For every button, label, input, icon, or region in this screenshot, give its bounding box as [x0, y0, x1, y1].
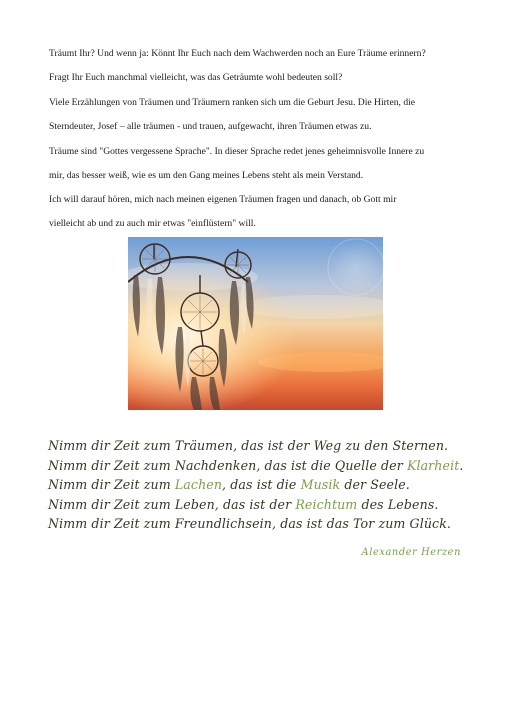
text-line: Fragt Ihr Euch manchmal vielleicht, was das Geträumte wohl bedeuten soll?: [49, 72, 343, 83]
text-line: Träumt Ihr? Und wenn ja: Könnt Ihr Euch nach dem Wachwerden noch an Eure Träume erinnern?: [49, 48, 426, 59]
poem-author: Alexander Herzen: [361, 547, 461, 558]
poem-line-5: [48, 514, 478, 534]
poem-text: Nimm dir Zeit zum Freundlichsein, das ist das Tor zum Glück.: [48, 516, 452, 531]
text-line: mir, das besser weiß, wie es um den Gang meines Lebens steht als mein Verstand.: [49, 170, 364, 181]
poem-text: .: [459, 457, 464, 473]
text-line: vielleicht ab und zu auch mir etwas "einflüstern" will.: [49, 218, 256, 229]
intro-paragraph-2: [49, 91, 469, 139]
highlight-word: Reichtum: [295, 496, 358, 512]
text-line: Träume sind "Gottes vergessene Sprache". In dieser Sprache redet jenes geheimnisvolle Innere zu: [49, 146, 425, 157]
poem-text: Nimm dir Zeit zum Leben, das ist der: [48, 496, 296, 512]
poem-line-3: [48, 475, 478, 495]
poem-line-4: [48, 495, 478, 515]
poem-text: Nimm dir Zeit zum: [48, 477, 175, 492]
poem: [48, 436, 478, 534]
poem-text: , das ist die: [222, 477, 301, 492]
highlight-word: Lachen: [174, 477, 223, 492]
text-line: Sterndeuter, Josef – alle träumen - und trauen, aufgewacht, ihren Träumen etwas zu.: [49, 121, 372, 132]
poem-line-2: [48, 456, 478, 476]
poem-text: Nimm dir Zeit zum Träumen, das ist der Weg zu den Sternen.: [48, 438, 449, 453]
highlight-word: Musik: [300, 477, 341, 492]
poem-text: des Lebens.: [357, 496, 439, 512]
intro-paragraph-1: [49, 42, 469, 90]
poem-text: Nimm dir Zeit zum Nachdenken, das ist die Quelle der: [48, 457, 407, 473]
poem-text: der Seele.: [340, 477, 410, 492]
text-line: Ich will darauf hören, mich nach meinen eigenen Träumen fragen und danach, ob Gott mir: [49, 194, 397, 205]
text-line: Viele Erzählungen von Träumen und Träumern ranken sich um die Geburt Jesu. Die Hirten, die: [49, 97, 416, 108]
intro-paragraph-3: [49, 140, 469, 236]
poem-line-1: [48, 436, 478, 456]
highlight-word: Klarheit: [406, 457, 460, 473]
dreamcatcher-photo: [128, 237, 383, 410]
